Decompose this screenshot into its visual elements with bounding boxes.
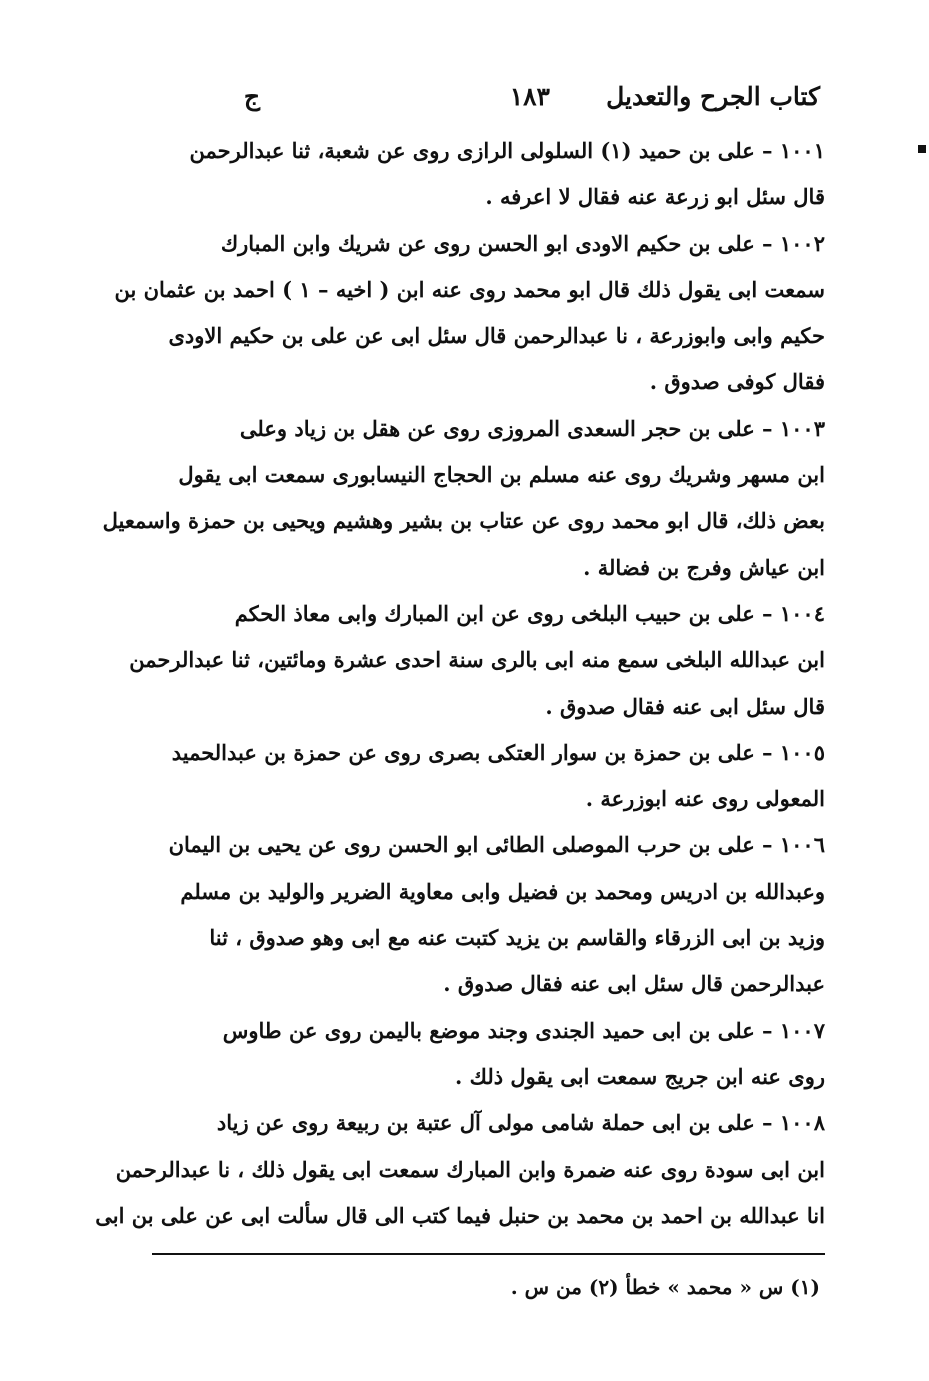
entry-line: ابن عبدالله البلخى سمع منه ابى بالرى سنة احدى عشرة ومائتين، ثنا عبدالرحمن: [129, 647, 825, 673]
entry-line: ١٠٠٨ – على بن ابى حملة شامى مولى آل عتبة بن ربيعة روى عن زياد: [216, 1110, 825, 1136]
entry-line: انا عبدالله بن احمد بن محمد بن حنبل فيما كتب الى قال سألت ابى عن على بن ابى: [95, 1202, 825, 1228]
entry-line: عبدالرحمن قال سئل ابى عنه فقال صدوق .: [443, 971, 825, 997]
entry-line: سمعت ابى يقول ذلك قال ابو محمد روى عنه ابن ( اخيه – ١ ) احمد بن عثمان بن: [114, 276, 825, 302]
entry-line: ١٠٠٦ – على بن حرب الموصلى الطائى ابو الحسن روى عن يحيى بن اليمان: [168, 832, 825, 858]
entry-1006: [160, 822, 825, 1007]
entry-line: بعض ذلك، قال ابو محمد روى عن عتاب بن بشير وهشيم ويحيى بن حمزة واسمعيل: [102, 508, 825, 534]
book-title: كتاب الجرح والتعديل: [606, 82, 820, 111]
volume-letter: ج: [243, 82, 260, 111]
entry-line: وزيد بن ابى الزرقاء والقاسم بن يزيد كتبت عنه مع ابى وهو صدوق ، ثنا: [209, 925, 825, 951]
entry-line: ١٠٠٥ – على بن حمزة بن سوار العتكى بصرى روى عن حمزة بن عبدالحميد: [171, 739, 825, 765]
entry-line: المعولى روى عنه ابوزرعة .: [585, 786, 825, 812]
entry-line: ١٠٠٤ – على بن حبيب البلخى روى عن ابن المبارك وابى معاذ الحكم: [234, 600, 825, 626]
entry-1004: [129, 591, 825, 730]
entry-line: ابن ابى سودة روى عنه ضمرة وابن المبارك سمعت ابى يقول ذلك ، نا عبدالرحمن: [115, 1156, 825, 1182]
entry-line: ابن عياش وفرج بن فضالة .: [583, 554, 825, 580]
footnote-divider: [152, 1253, 825, 1255]
entry-line: حكيم وابى وابوزرعة ، نا عبدالرحمن قال سئل ابى عن على بن حكيم الاودى: [168, 323, 825, 349]
entries-body: [95, 128, 825, 1239]
entry-line: قال سئل ابو زرعة عنه فقال لا اعرفه .: [485, 184, 825, 210]
entry-line: ١٠٠٣ – على بن حجر السعدى المروزى روى عن هقل بن زياد وعلى: [239, 415, 825, 441]
page-header: [150, 82, 820, 122]
entry-line: ١٠٠٢ – على بن حكيم الاودى ابو الحسن روى عن شريك وابن المبارك: [220, 230, 825, 256]
entry-line: روى عنه ابن جريج سمعت ابى يقول ذلك .: [455, 1063, 825, 1089]
entry-1002: [114, 221, 825, 406]
entry-line: ١٠٠٧ – على بن ابى حميد الجندى وجند موضع باليمن روى عن طاوس: [222, 1017, 825, 1043]
page-number: ١٨٣: [509, 82, 550, 111]
entry-line: فقال كوفى صدوق .: [649, 369, 825, 395]
entry-line: ابن مسهر وشريك روى عنه مسلم بن الحجاج النيسابورى سمعت ابى يقول: [178, 462, 825, 488]
entry-line: قال سئل ابى عنه فقال صدوق .: [545, 693, 825, 719]
margin-mark: [918, 145, 926, 153]
entry-1008: [95, 1100, 825, 1239]
entry-1007: [160, 1008, 825, 1101]
entry-1003: [102, 406, 825, 591]
footnote: (١) س « محمد » خطأ (٢) من س .: [510, 1275, 820, 1299]
entry-1001: [160, 128, 825, 221]
entry-line: ١٠٠١ – على بن حميد (١) السلولى الرازى روى عن شعبة، ثنا عبدالرحمن: [189, 138, 825, 163]
entry-1005: [160, 730, 825, 823]
entry-line: وعبدالله بن ادريس ومحمد بن فضيل وابى معاوية الضرير والوليد بن مسلم: [180, 878, 825, 904]
